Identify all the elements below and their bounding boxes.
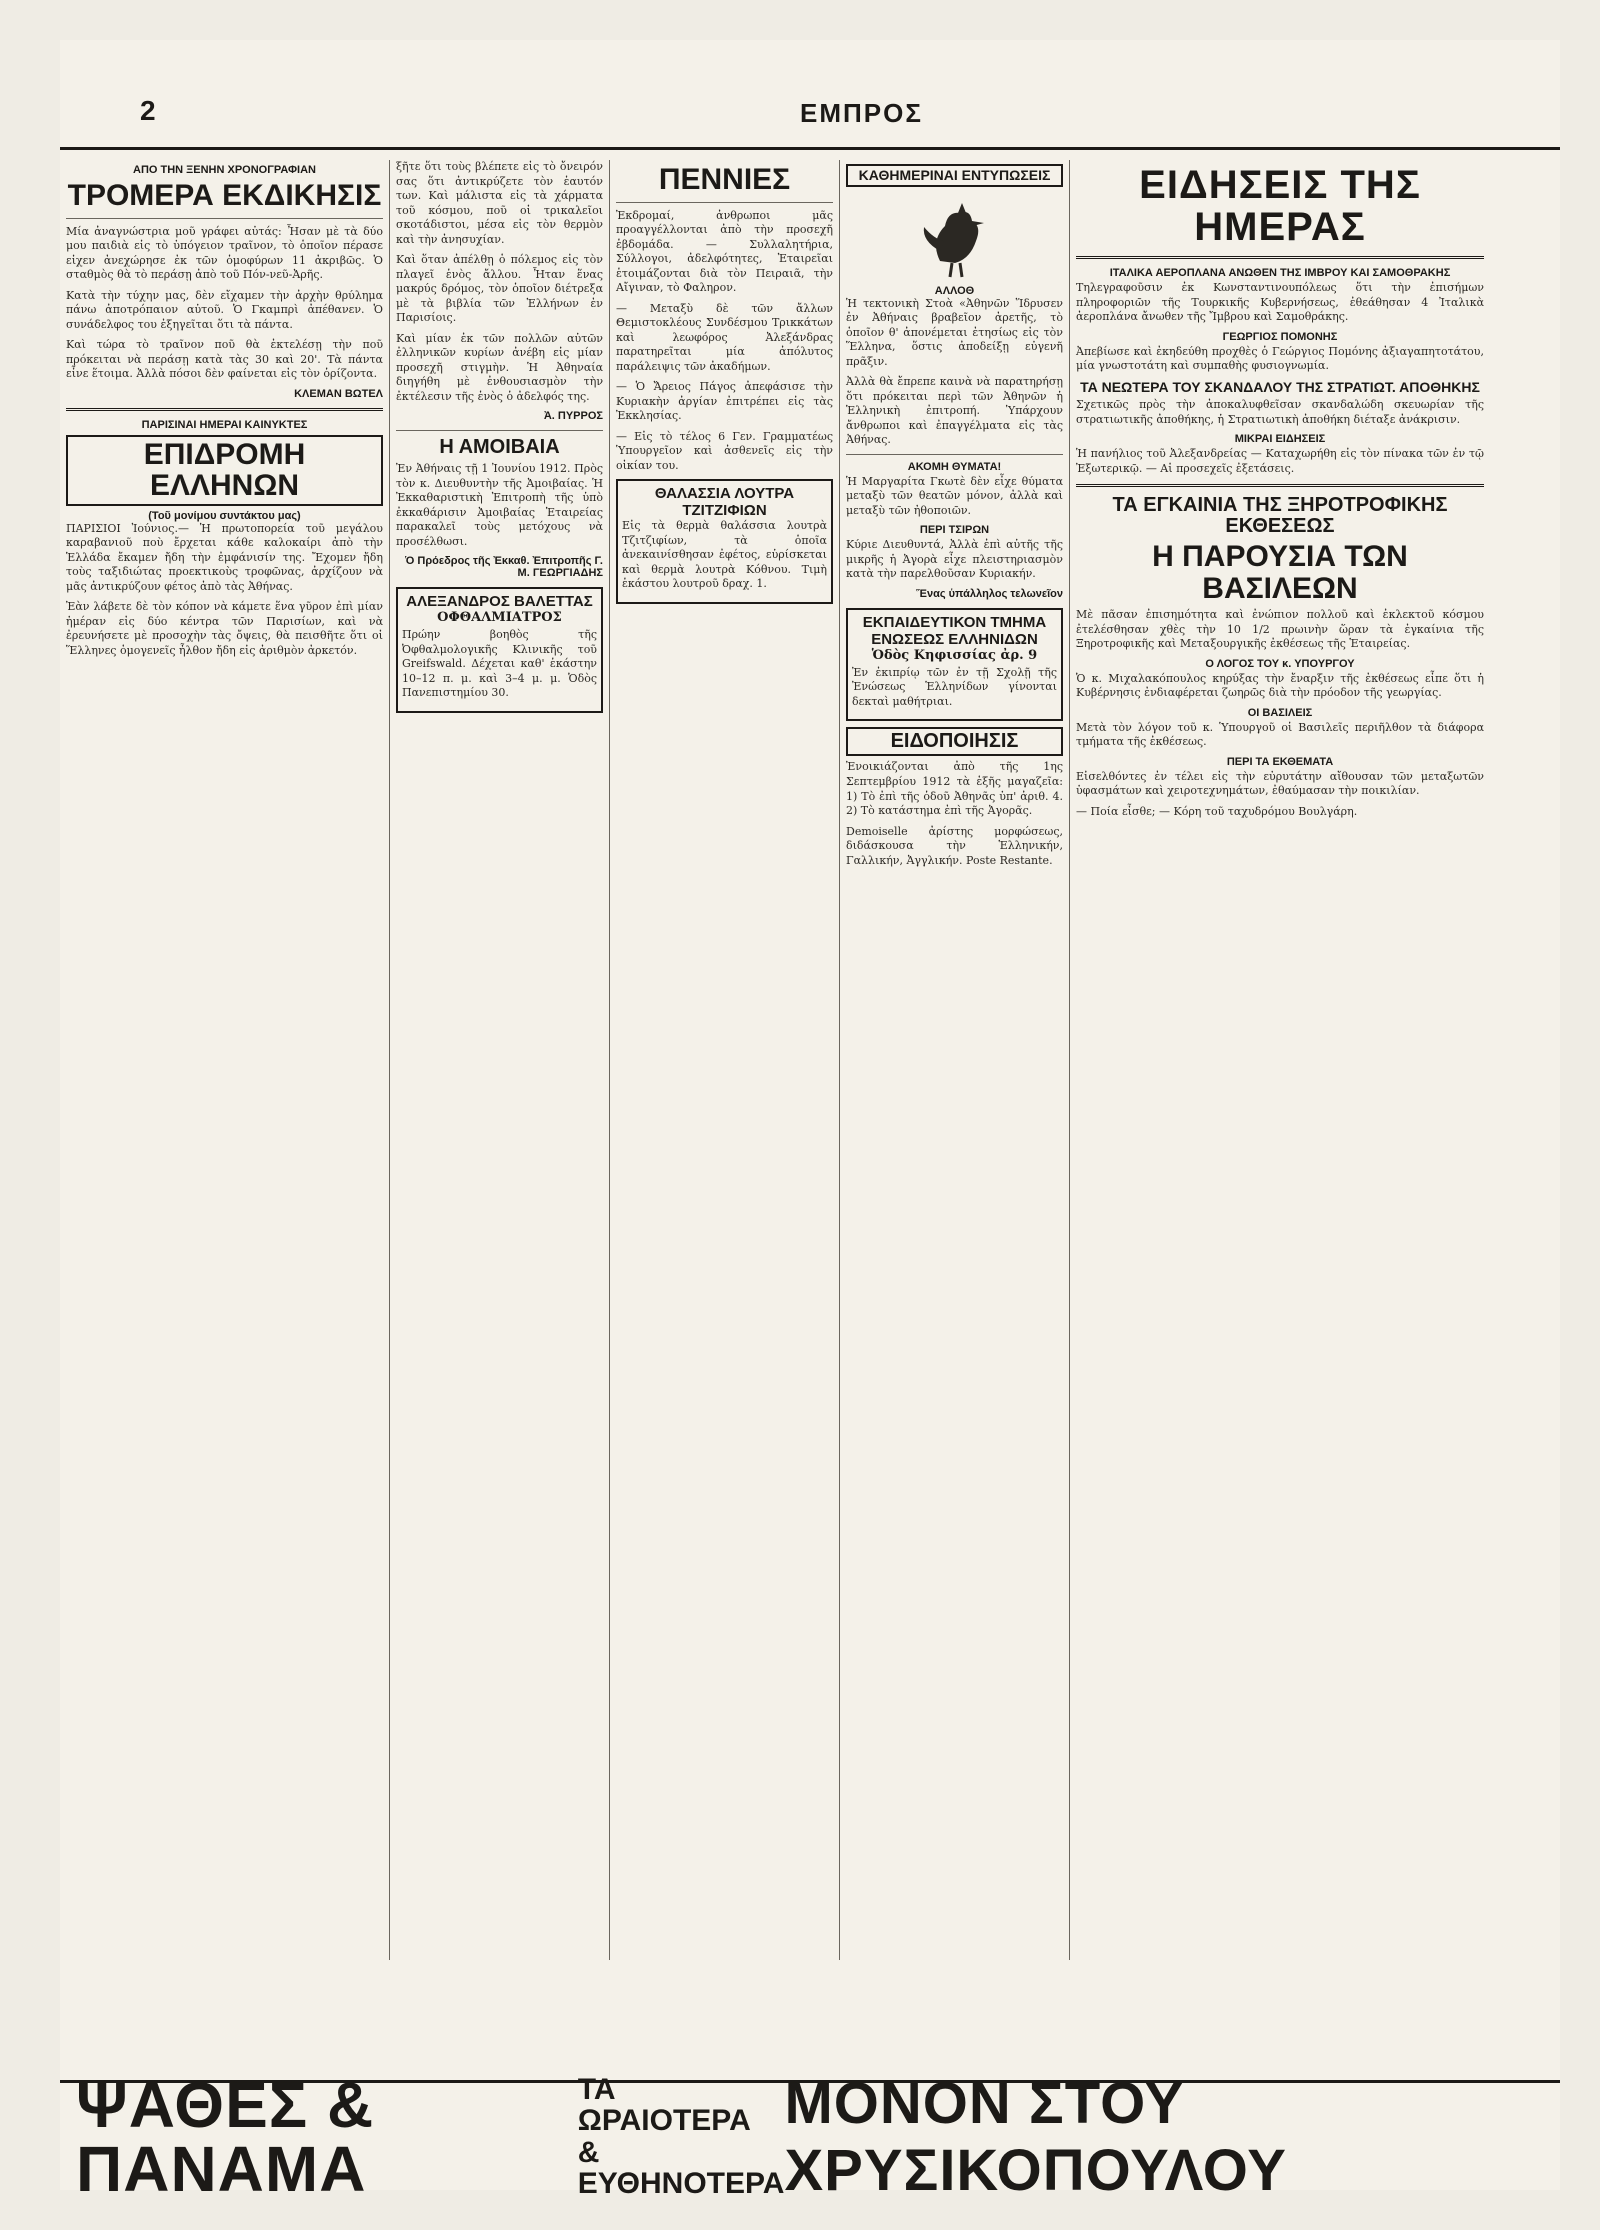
masthead <box>60 40 1560 150</box>
col4-body-5: Ἐνοικιάζονται ἀπὸ τῆς 1ης Σεπτεμβρίου 1912 τὰ ἑξῆς μαγαζεῖα: 1) Τὸ ἐπὶ τῆς ὁδοῦ Ἀθηνᾶς ὑπ' ἀριθ. 4. 2) Τὸ κατάστημα ἐπὶ τῆς Ἀγορᾶς. <box>846 760 1063 818</box>
banner-left: ΨΑΘΕΣ & ΠΑΝΑΜΑ <box>76 2068 375 2205</box>
col2-body-4: Ἐν Ἀθήναις τῇ 1 Ἰουνίου 1912. Πρὸς τὸν κ. Διευθυντὴν τῆς Ἀμοιβαίας. Ἡ Ἐκκαθαριστικὴ Ἐπιτροπὴ τῆς ὑπὸ ἐκκαθάρισιν Ἀμοιβαίας Ἑταιρείας παρακαλεῖ τοὺς μετόχους νὰ προσέλθωσι. <box>396 462 603 548</box>
col4-ad-body: Ἐν ἐκιπρίῳ τῶν ἐν τῇ Σχολῇ τῆς Ἐνώσεως Ἑλληνίδων γίνονται δεκταὶ μαθήτριαι. <box>852 665 1057 708</box>
col5-body-1: Τηλεγραφοῦσιν ἐκ Κωνσταντινουπόλεως ὅτι τὴν ἐπισήμων πληροφοριῶν τῆς Τουρκικῆς Κυβερνήσεως, ἐθεάθησαν 4 Ἰταλικὰ ἀεροπλάνα ἄνωθεν τῆς Ἴμβρου καὶ Σαμοθράκης. <box>1076 281 1484 324</box>
col4-author: ΑΛΛΟΘ <box>934 284 975 297</box>
col5-sub-9: ΠΕΡΙ ΤΑ ΕΚΘΕΜΑΤΑ <box>1226 755 1334 768</box>
col5-body-6: Ὁ κ. Μιχαλακόπουλος κηρύξας τὴν ἔναρξιν τῆς ἐκθέσεως εἶπε ὅτι ἡ Κυβέρνησις ἐνδιαφέρεται ζωηρῶς διὰ τὴν πρόοδον τῆς γεωργίας. <box>1076 671 1484 700</box>
col1-headline-2: ΕΠΙΔΡΟΜΗ ΕΛΛΗΝΩΝ <box>66 435 383 506</box>
divider <box>66 408 383 411</box>
col5-sub-2: ΓΕΩΡΓΙΟΣ ΠΟΜΟΝΗΣ <box>1222 330 1338 343</box>
col1-byline-2: (Τοῦ μονίμου συντάκτου μας) <box>148 509 301 522</box>
col4-body-3: Ἡ Μαργαρίτα Γκωτὲ δὲν εἶχε θύματα μεταξὺ τῶν θεατῶν μόνον, ἀλλὰ καὶ μεταξὺ τῶν ἠθοποιῶν. <box>846 474 1063 517</box>
col4-kicker-4: ΕΙΔΟΠΟΙΗΣΙΣ <box>846 727 1063 756</box>
col5-body-5: Μὲ πᾶσαν ἐπισημότητα καὶ ἐνώπιον πολλοῦ καὶ ἐκλεκτοῦ κόσμου ἐτελέσθησαν χθὲς τὴν 10 1/2 πρωινὴν ὥραν τὰ ἐγκαίνια τῆς Ξηροτροφικῆς καὶ Μεταξουργικῆς ἐκθέσεως τῆς Ἑταιρείας. <box>1076 608 1484 651</box>
col5-body-4: Ἡ πανήλιος τοῦ Ἀλεξανδρείας — Καταχωρήθη εἰς τὸν πίνακα τῶν ἐν τῷ Ἐξωτερικῷ. — Αἱ προσεχεῖς ἐξετάσεις. <box>1076 447 1484 475</box>
col1-body-1: Μία ἀναγνώστρια μοῦ γράφει αὐτάς: Ἦσαν μὲ τὰ δύο μου παιδιὰ εἰς τὸ ὑπόγειον τραῖνον, τὸ ὁποῖον πέρασε εἰχεν ἀνεχώρησε ἐκ τῶν ὁμοφύρων 11 ἀκριβῶς. Ὁ σταθμὸς θὰ τὸ περάσῃ ἀπὸ τοῦ Πόν-νεῦ-Ἀρῆς. <box>66 224 383 282</box>
divider <box>616 202 833 203</box>
col3-advert <box>616 479 833 604</box>
col4-kicker-2: ΑΚΟΜΗ ΘΥΜΑΤΑ! <box>907 460 1002 473</box>
col3-ad-title: ΘΑΛΑΣΣΙΑ ΛΟΥΤΡΑ ΤΖΙΤΖΙΦΙΩΝ <box>654 485 795 520</box>
divider <box>66 218 383 219</box>
col1-body-5: Ἐὰν λάβετε δὲ τὸν κόπον νὰ κάμετε ἕνα γῦρον ἐπὶ μίαν ἡμέραν εἰς δύο κέντρα τῶν Παρισίων, καὶ νὰ ἐρευνήσετε μὲ προσοχὴν τὰς ὄψεις, θὰ πεισθῆτε ὅτι οἱ Ἕλληνες ὁμογενεῖς ἦλθον ἤδη εἰς ἀριθμὸν ἀρκετόν. <box>66 600 383 657</box>
col4-headline: ΚΑΘΗΜΕΡΙΝΑΙ ΕΝΤΥΠΩΣΕΙΣ <box>846 164 1063 187</box>
banner-right: ΜΟΝΟΝ ΣΤΟΥ ΧΡΥΣΙΚΟΠΟΥΛΟΥ <box>784 2070 1287 2203</box>
col5-body-7: Μετὰ τὸν λόγον τοῦ κ. Ὑπουργοῦ οἱ Βασιλεῖς περιῆλθον τὰ διάφορα τμήματα τῆς ἐκθέσεως. <box>1076 720 1484 749</box>
col4-ad-sub: Ὁδὸς Κηφισσίας ἀρ. 9 <box>871 647 1038 663</box>
col1-headline: ΤΡΟΜΕΡΑ ΕΚΔΙΚΗΣΙΣ <box>67 179 382 212</box>
divider <box>1076 484 1484 487</box>
col5-sub-5: ΤΑ ΕΓΚΑΙΝΙΑ ΤΗΣ ΞΗΡΟΤΡΟΦΙΚΗΣ ΕΚΘΕΣΕΩΣ <box>1112 494 1448 538</box>
column-5 <box>1070 160 1490 1960</box>
divider <box>1076 256 1484 259</box>
col5-sub-3: ΤΑ ΝΕΩΤΕΡΑ ΤΟΥ ΣΚΑΝΔΑΛΟΥ ΤΗΣ ΣΤΡΑΤΙΩΤ. ΑΠΟΘΗΚΗΣ <box>1080 378 1480 395</box>
banner-middle <box>578 2074 785 2200</box>
col1-body-2: Κατὰ τὴν τύχην μας, δὲν εἴχαμεν τὴν ἀρχὴν θρύλημα πάνω ἀποτρόπαιον αὐτοῦ. Ὁ Γκαμπρὶ ἀπέθανεν. Ὁ συνάδελφος του ἐξηγεῖται ὅτι τὰ πάντα. <box>66 288 383 331</box>
rooster-icon <box>910 191 1000 281</box>
col2-signature-2: Ὁ Πρόεδρος τῆς Ἐκκαθ. Ἐπιτροπῆς Γ. Μ. ΓΕΩΡΓΙΑΔΗΣ <box>405 555 603 580</box>
col5-body-2: Ἀπεβίωσε καὶ ἐκηδεύθη προχθὲς ὁ Γεώργιος Πομόνης ἀξιαγαπητοτάτου, μία γνωστοτάτη καὶ συμπαθὴς φυσιογνωμία. <box>1076 344 1484 373</box>
newspaper-page <box>60 40 1560 2205</box>
col2-body-3: Καὶ μίαν ἐκ τῶν πολλῶν αὐτῶν ἐλληνικῶν κυρίων ἀνέβη εἰς μίαν προσεχῆ στιγμὴν. Ἡ Ἀθηναία διηγήθη μὲ ἐνθουσιασμὸν τὴν ἐκτέλεσιν τῆς ἑνὸς ὁ ἀδελφός της. <box>396 331 603 403</box>
col5-sub-1: ΙΤΑΛΙΚΑ ΑΕΡΟΠΛΑΝΑ ΑΝΩΘΕΝ ΤΗΣ ΙΜΒΡΟΥ ΚΑΙ ΣΑΜΟΘΡΑΚΗΣ <box>1109 267 1451 279</box>
col1-kicker: ΑΠΟ ΤΗΝ ΞΕΝΗΝ ΧΡΟΝΟΓΡΑΦΙΑΝ <box>133 164 316 176</box>
column-4 <box>840 160 1070 1960</box>
col1-kicker-2: ΠΑΡΙΣΙΝΑΙ ΗΜΕΡΑΙ ΚΑΙΝΥΚΤΕΣ <box>141 418 308 431</box>
col2-signature: Ἀ. ΠΥΡΡΟΣ <box>543 410 603 423</box>
page-number: 2 <box>140 95 156 126</box>
col3-body-1: Ἐκδρομαί, ἀνθρωποι μᾶς προαγγέλλονται ἀπὸ τὴν προσεχῆ ἑβδομάδα. — Συλλαλητήρια, Σύλλογοι, ἀδελφότητες, Ἑταιρεῖαι ἑτοιμάζονται διὰ τὸν Πειραιᾶ, τὴν Αἴγιναν, τὸ Φαληρον. <box>616 208 833 295</box>
col4-ad-title: ΕΚΠΑΙΔΕΥΤΙΚΟΝ ΤΜΗΜΑ ΕΝΩΣΕΩΣ ΕΛΛΗΝΙΔΩΝ <box>862 613 1047 648</box>
col5-sub-7: Ο ΛΟΓΟΣ ΤΟΥ κ. ΥΠΟΥΡΓΟΥ <box>1205 657 1355 670</box>
col5-footer: — Ποία εἶσθε; — Κόρη τοῦ ταχυδρόμου Βουλγάρη. <box>1076 804 1358 818</box>
banner-mid-2: & ΕΥΘΗΝΟΤΕΡΑ <box>577 2135 785 2200</box>
col1-signature: ΚΛΕΜΑΝ ΒΩΤΕΛ <box>294 387 383 400</box>
col5-sub-8: ΟΙ ΒΑΣΙΛΕΙΣ <box>1247 706 1313 719</box>
col3-ad-body: Εἰς τὰ θερμὰ θαλάσσια λουτρὰ Τζιτζιφίων, τὰ ὁποῖα ἀνεκαινίσθησαν ἐφέτος, εὑρίσκεται καὶ θερμὰ λουτρὰ Κόθνου. Τιμὴ ἑκάστου λουτροῦ δραχ. 1. <box>622 519 827 591</box>
col2-body-2: Καὶ ὅταν ἀπέλθῃ ὁ πόλεμος εἰς τὸν πλαγεῖ ἑνὸς ἄλλου. Ἦταν ἕνας μακρύς δρόμος, τὸν ὁποῖον διέτρεξα μὲ τὰ βιβλία τῶν Ἑλλήνων ἐν Παρισίοις. <box>396 253 603 325</box>
column-1 <box>60 160 390 1960</box>
col3-body-4: — Εἰς τὸ τέλος 6 Γεν. Γραμματέως Ὑπουργεῖον καὶ ἀσθενεῖς εἰς τὴν οἰκίαν του. <box>616 429 833 472</box>
col4-advert <box>846 608 1063 722</box>
col5-sub-4: ΜΙΚΡΑΙ ΕΙΔΗΣΕΙΣ <box>1234 433 1326 446</box>
col4-body-1: Ἡ τεκτονικὴ Στοὰ «Ἀθηνῶν Ἵδρυσεν ἐν Ἀθήναις βραβεῖον ἀρετῆς, τὸ ὁποῖον θ' ἀπονέμεται ἐτησίως εἰς τὸν Ἕλληνα, ὅστις ἀποδείξῃ εὐγενῆ πρᾶξιν. <box>846 296 1063 368</box>
column-2 <box>390 160 610 1960</box>
divider <box>846 454 1063 455</box>
col4-body-2: Ἀλλὰ θὰ ἔπρεπε καινὰ νὰ παρατηρήσῃ ὅτι πρόκειται περὶ τῶν Ἀθηνῶν ἡ Ἑλληνικὴ ἐπιτροπή. Ὑπάρχουν ἄνθρωποι καὶ ἐπαγγέλματα εἰς τὰς Ἀθήνας. <box>846 375 1063 447</box>
col3-body-2: — Μεταξὺ δὲ τῶν ἄλλων Θεμιστοκλέους Συνδέσμου Τρικκάτων καὶ λεωφόρος Ἀλεξάνδρας παρατηρεῖται μία ἀπόλυτος παράλειψις τῶν ἀκαδήμων. <box>616 301 833 373</box>
bottom-banner-advert <box>60 2068 1560 2205</box>
col2-body-1: ξῆτε ὅτι τοὺς βλέπετε εἰς τὸ ὄνειρόν σας ὅτι ἀντικρύζετε τὸν ἑαυτόν των. Καὶ μάλιστα εἰς τὰ χάρματα τοῦ κόσμου, ποῦ οἱ τρικαλεῖοι σκοτάδιστοι, μέσα εἰς τὸν θερμὸν καὶ τὴν ἀνησυχίαν. <box>396 160 603 246</box>
col4-kicker-3: ΠΕΡΙ ΤΣΙΡΩΝ <box>919 524 990 537</box>
col2-ad-sub: ΟΦΘΑΛΜΙΑΤΡΟΣ <box>437 610 562 626</box>
col5-body-3: Σχετικῶς πρὸς τὴν ἀποκαλυφθεῖσαν σκανδαλώδη σκευωρίαν τῆς στρατιωτικῆς ἀποθήκης, ἡ Στρατιωτικὴ ἀποθήκη διέταξε ἀνάκρισιν. <box>1076 398 1484 426</box>
col5-headline: ΕΙΔΗΣΕΙΣ ΤΗΣ ΗΜΕΡΑΣ <box>1139 163 1421 249</box>
col2-headline-2: Η ΑΜΟΙΒΑΙΑ <box>439 436 560 459</box>
col2-ad-title: ΑΛΕΞΑΝΔΡΟΣ ΒΑΛΕΤΤΑΣ <box>406 593 593 611</box>
col4-signature: Ἕνας ὑπάλληλος τελωνεῖον <box>916 587 1063 600</box>
column-3 <box>610 160 840 1960</box>
col4-footer: Demoiselle ἀρίστης μορφώσεως, διδάσκουσα τὴν Ἑλληνικήν, Γαλλικήν, Ἀγγλικήν. Poste Restante. <box>846 824 1063 867</box>
col3-headline: ΠΕΝΝΙΕΣ <box>658 163 791 196</box>
col5-sub-6: Η ΠΑΡΟΥΣΙΑ ΤΩΝ ΒΑΣΙΛΕΩΝ <box>1152 540 1408 605</box>
col5-body-8: Εἰσελθόντες ἐν τέλει εἰς τὴν εὐρυτάτην αἴθουσαν τῶν μεταξωτῶν ὑφασμάτων καὶ χειροτεχνημάτων, ἐθαύμασαν τὴν ποικιλίαν. <box>1076 769 1484 798</box>
col4-body-4: Κύριε Διευθυντά, Ἀλλὰ ἐπὶ αὐτῆς τῆς μικρῆς ἡ Ἀγορὰ εἶχε πλειστηριασμὸν κατὰ τὴν παρελθοῦσαν Κυριακήν. <box>846 538 1063 581</box>
col1-body-4: ΠΑΡΙΣΙΟΙ Ἰούνιος.— Ἡ πρωτοπορεία τοῦ μεγάλου καραβανιοῦ ποὺ ἔρχεται κάθε καλοκαίρι ἀπὸ τὴν Ἑλλάδα ἔκαμεν ἤδη τὴν ἐμφάνισίν της. Ἔχομεν ἤδη τοὺς ταξιδιώτας προεκτικοὺς τροφῶνας, ἀρχίζουν νὰ μᾶς ἀντικρύζουν φέτος ἀπὸ τὰς Ἀθήνας. <box>66 521 383 593</box>
col2-ad-body: Πρώην βοηθὸς τῆς Ὀφθαλμολογικῆς Κλινικῆς τοῦ Greifswald. Δέχεται καθ' ἑκάστην 10–12 π. μ. καὶ 3–4 μ. μ. Ὁδὸς Πανεπιστημίου 30. <box>402 628 597 700</box>
col1-body-3: Καὶ τώρα τὸ τραῖνον ποῦ θὰ ἐκτελέσῃ τὴν ποῦ πρόκειται νὰ περάσῃ κατὰ τὰς 30 καὶ 20'. Τὰ πάντα εἶνε ἕτοιμα. Ἀλλὰ πόσοι δὲν φαίνεται εἰς τὸν ὁρίζοντα. <box>66 338 383 381</box>
banner-mid-1: ΤΑ ΩΡΑΙΟΤΕΡΑ <box>577 2072 751 2137</box>
col3-body-3: — Ὁ Ἄρειος Πάγος ἀπεφάσισε τὴν Κυριακὴν ἀργίαν ἐπιτρέπει εἰς τὰς Ἐκκλησίας. <box>616 380 833 423</box>
paper-name: ΕΜΠΡΟΣ <box>800 98 923 128</box>
col2-advert <box>396 587 603 713</box>
divider <box>396 430 603 431</box>
